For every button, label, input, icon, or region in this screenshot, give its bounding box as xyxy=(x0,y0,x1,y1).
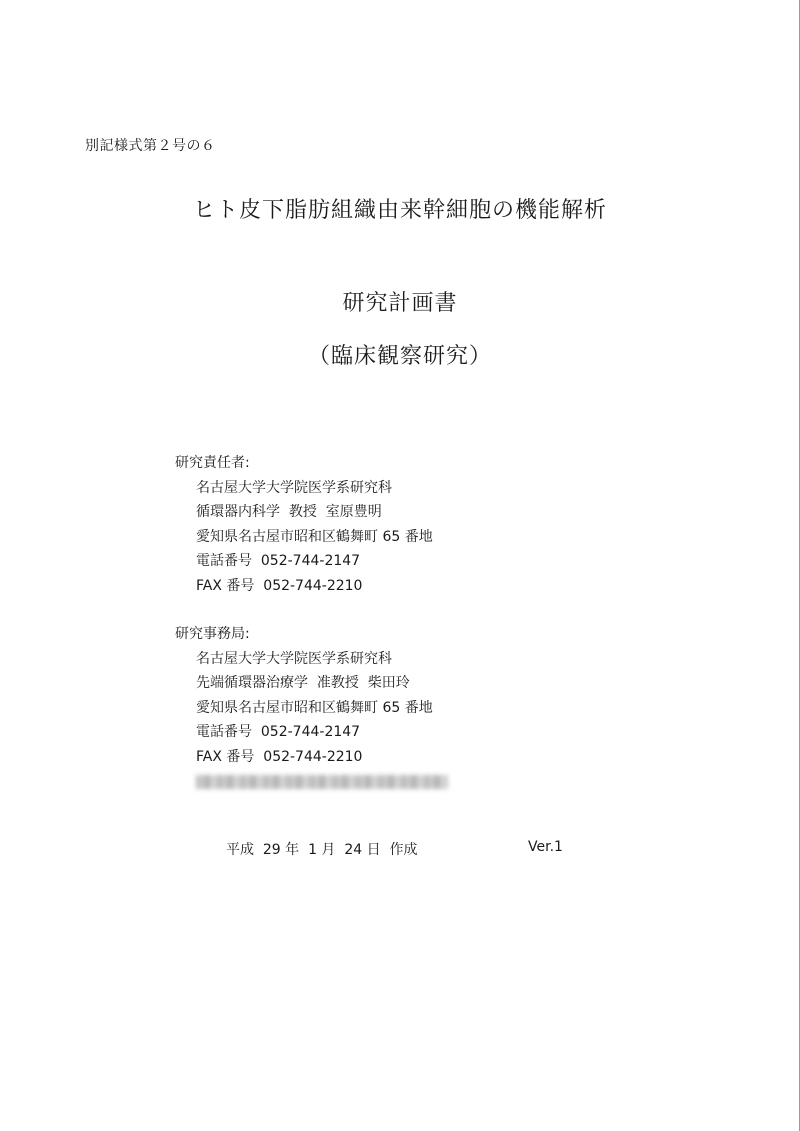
office-heading: 研究事務局: xyxy=(175,626,250,642)
document-type: 研究計画書 xyxy=(342,291,458,316)
version-label: Ver.1 xyxy=(528,839,563,855)
responsible-investigator-block xyxy=(175,451,433,598)
responsible-department: 循環器内科学 教授 室原豊明 xyxy=(196,504,382,520)
responsible-institution: 名古屋大学大学院医学系研究科 xyxy=(196,479,392,496)
office-phone: 電話番号 052-744-2147 xyxy=(196,724,361,740)
office-address: 愛知県名古屋市昭和区鶴舞町 65 番地 xyxy=(196,699,433,716)
office-fax: FAX 番号 052-744-2210 xyxy=(196,748,363,765)
responsible-fax: FAX 番号 052-744-2210 xyxy=(196,577,363,594)
research-office-block xyxy=(175,622,448,789)
form-number: 別記様式第２号の６ xyxy=(85,138,216,154)
document-subtype: （臨床観察研究） xyxy=(307,344,492,369)
created-date: 平成 29 年 1 月 24 日 作成 xyxy=(226,842,418,858)
redacted-email xyxy=(196,775,448,789)
responsible-heading: 研究責任者: xyxy=(175,455,250,471)
responsible-address: 愛知県名古屋市昭和区鶴舞町 65 番地 xyxy=(196,528,433,545)
responsible-phone: 電話番号 052-744-2147 xyxy=(196,553,361,569)
office-institution: 名古屋大学大学院医学系研究科 xyxy=(196,650,392,667)
office-department: 先端循環器治療学 准教授 柴田玲 xyxy=(196,675,410,691)
document-title: ヒト皮下脂肪組織由来幹細胞の機能解析 xyxy=(192,198,607,223)
